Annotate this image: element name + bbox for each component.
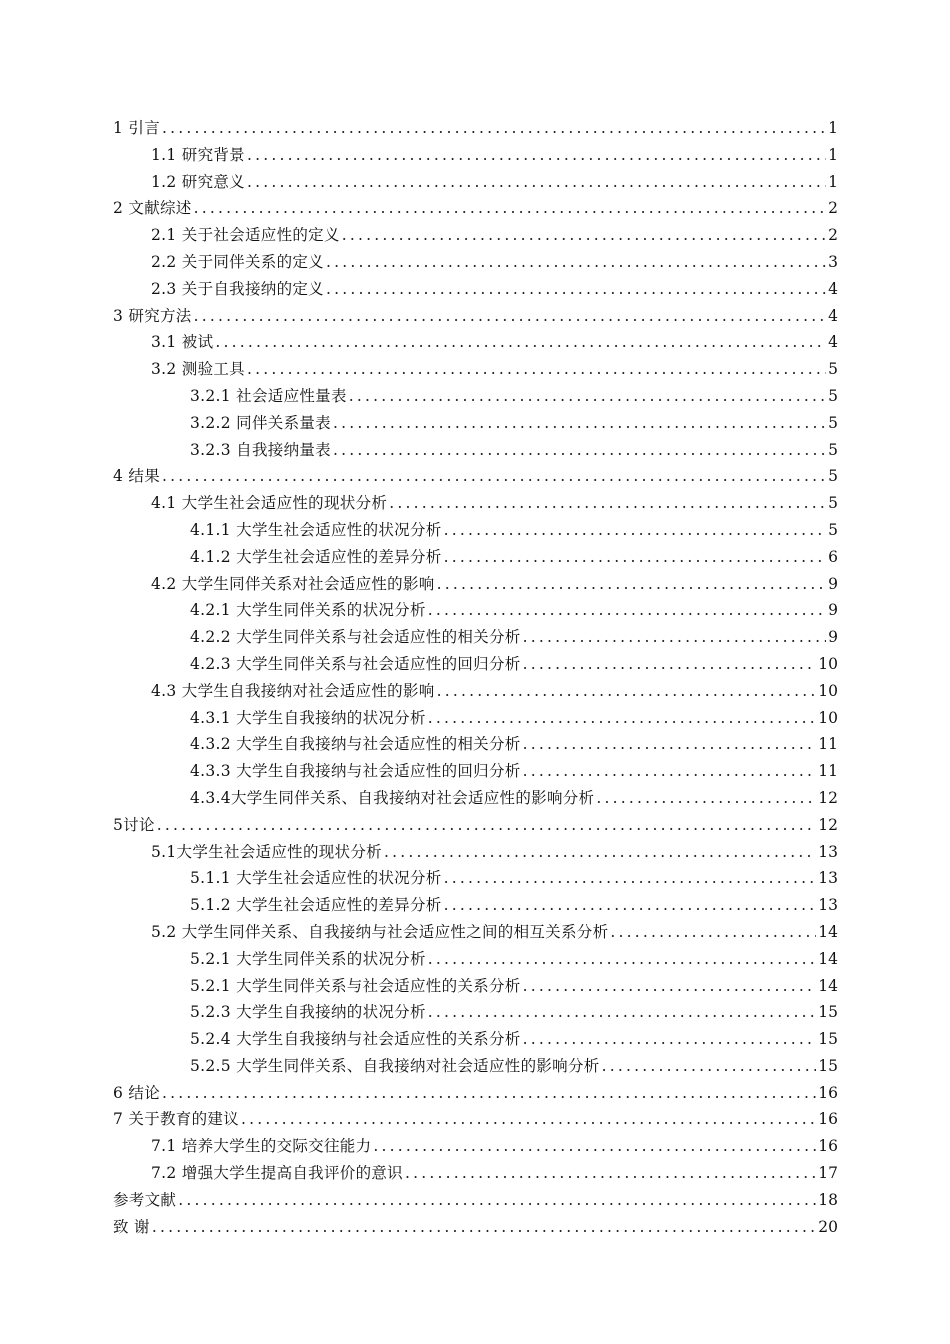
toc-dot-leader — [326, 276, 826, 303]
toc-entry-title: 4.1 大学生社会适应性的现状分析 — [151, 494, 388, 513]
toc-entry-page-number: 10 — [818, 708, 838, 727]
toc-entry[interactable] — [113, 356, 838, 383]
toc-entry[interactable] — [113, 946, 838, 973]
toc-entry-title: 7.2 增强大学生提高自我评价的意识 — [151, 1164, 403, 1183]
toc-entry-page-number: 1 — [828, 172, 838, 191]
toc-entry-page-number: 13 — [818, 842, 838, 861]
toc-entry-title: 4.2.2 大学生同伴关系与社会适应性的相关分析 — [190, 628, 521, 647]
toc-entry-title: 4.3.1 大学生自我接纳的状况分析 — [190, 708, 426, 727]
toc-entry[interactable] — [113, 1133, 838, 1160]
toc-dot-leader — [602, 1053, 817, 1080]
toc-entry-page-number: 11 — [818, 762, 838, 781]
toc-entry-title: 5.1大学生社会适应性的现状分析 — [151, 842, 382, 861]
toc-entry-title: 4.3.4大学生同伴关系、自我接纳对社会适应性的影响分析 — [190, 788, 595, 807]
toc-entry-title: 5.2 大学生同伴关系、自我接纳与社会适应性之间的相互关系分析 — [151, 922, 609, 941]
toc-entry-page-number: 9 — [828, 628, 838, 647]
toc-entry-page-number: 5 — [828, 360, 838, 379]
toc-entry-title: 1.2 研究意义 — [151, 172, 245, 191]
toc-entry-title: 3.1 被试 — [151, 333, 214, 352]
toc-entry-page-number: 3 — [828, 252, 838, 271]
toc-dot-leader — [162, 463, 826, 490]
toc-dot-leader — [194, 195, 827, 222]
toc-entry-title: 4.3.2 大学生自我接纳与社会适应性的相关分析 — [190, 735, 521, 754]
toc-entry-title: 4.2.1 大学生同伴关系的状况分析 — [190, 601, 426, 620]
toc-dot-leader — [428, 946, 816, 973]
toc-entry-page-number: 9 — [828, 601, 838, 620]
toc-dot-leader — [241, 1106, 816, 1133]
toc-entry-title: 3.2.3 自我接纳量表 — [190, 440, 331, 459]
toc-entry-title: 6 结论 — [113, 1083, 160, 1102]
toc-entry[interactable] — [113, 517, 838, 544]
toc-dot-leader — [384, 839, 816, 866]
toc-entry-page-number: 16 — [818, 1137, 838, 1156]
toc-entry-page-number: 20 — [818, 1217, 838, 1236]
toc-entry[interactable] — [113, 999, 838, 1026]
toc-entry-page-number: 5 — [828, 413, 838, 432]
toc-entry-title: 3.2.2 同伴关系量表 — [190, 413, 331, 432]
toc-entry[interactable] — [113, 303, 838, 330]
toc-dot-leader — [523, 973, 817, 1000]
toc-dot-leader — [342, 222, 826, 249]
toc-entry[interactable] — [113, 544, 838, 571]
toc-entry-page-number: 4 — [828, 279, 838, 298]
toc-entry[interactable] — [113, 1026, 838, 1053]
toc-entry[interactable] — [113, 865, 838, 892]
toc-dot-leader — [157, 812, 817, 839]
toc-entry-page-number: 14 — [818, 976, 838, 995]
toc-entry[interactable] — [113, 892, 838, 919]
toc-entry-title: 7 关于教育的建议 — [113, 1110, 239, 1129]
toc-dot-leader — [523, 758, 817, 785]
toc-entry-title: 5.2.4 大学生自我接纳与社会适应性的关系分析 — [190, 1030, 521, 1049]
toc-entry-title: 4.3.3 大学生自我接纳与社会适应性的回归分析 — [190, 762, 521, 781]
toc-entry-title: 5.1.2 大学生社会适应性的差异分析 — [190, 896, 442, 915]
toc-entry-title: 2 文献综述 — [113, 199, 192, 218]
toc-entry-page-number: 11 — [818, 735, 838, 754]
toc-entry-page-number: 14 — [818, 922, 838, 941]
toc-entry-title: 参考文献 — [113, 1190, 177, 1209]
toc-dot-leader — [333, 437, 826, 464]
toc-entry-page-number: 14 — [818, 949, 838, 968]
toc-entry[interactable] — [113, 839, 838, 866]
toc-entry-title: 2.1 关于社会适应性的定义 — [151, 226, 340, 245]
toc-entry-page-number: 15 — [818, 1003, 838, 1022]
toc-entry-title: 4.3 大学生自我接纳对社会适应性的影响 — [151, 681, 435, 700]
toc-entry[interactable] — [113, 1160, 838, 1187]
toc-entry-page-number: 6 — [828, 547, 838, 566]
table-of-contents — [113, 115, 838, 1240]
toc-entry-title: 5.2.1 大学生同伴关系的状况分析 — [190, 949, 426, 968]
toc-dot-leader — [437, 678, 817, 705]
toc-dot-leader — [389, 490, 826, 517]
toc-entry-title: 2.2 关于同伴关系的定义 — [151, 252, 324, 271]
toc-entry-title: 2.3 关于自我接纳的定义 — [151, 279, 324, 298]
toc-entry-title: 4.1.2 大学生社会适应性的差异分析 — [190, 547, 442, 566]
toc-dot-leader — [428, 597, 826, 624]
toc-entry[interactable] — [113, 169, 838, 196]
toc-dot-leader — [152, 1214, 816, 1241]
toc-entry-page-number: 12 — [818, 788, 838, 807]
toc-entry[interactable] — [113, 1053, 838, 1080]
toc-entry-page-number: 10 — [818, 654, 838, 673]
toc-entry-title: 1.1 研究背景 — [151, 145, 245, 164]
toc-dot-leader — [349, 383, 826, 410]
toc-dot-leader — [162, 115, 826, 142]
toc-entry[interactable] — [113, 571, 838, 598]
toc-entry-title: 4.1.1 大学生社会适应性的状况分析 — [190, 520, 442, 539]
toc-entry[interactable] — [113, 758, 838, 785]
toc-entry-page-number: 10 — [818, 681, 838, 700]
toc-entry[interactable] — [113, 973, 838, 1000]
toc-entry-title: 3.2.1 社会适应性量表 — [190, 386, 347, 405]
toc-entry-title: 致 谢 — [113, 1217, 150, 1236]
toc-dot-leader — [373, 1133, 816, 1160]
toc-entry[interactable] — [113, 195, 838, 222]
toc-dot-leader — [444, 517, 827, 544]
toc-entry[interactable] — [113, 597, 838, 624]
toc-entry-title: 1 引言 — [113, 119, 160, 137]
toc-entry-title: 4.2.3 大学生同伴关系与社会适应性的回归分析 — [190, 654, 521, 673]
toc-dot-leader — [444, 544, 827, 571]
toc-entry-title: 5.2.3 大学生自我接纳的状况分析 — [190, 1003, 426, 1022]
toc-dot-leader — [437, 571, 827, 598]
toc-entry-title: 7.1 培养大学生的交际交往能力 — [151, 1137, 372, 1156]
toc-dot-leader — [523, 651, 817, 678]
toc-entry-page-number: 16 — [818, 1083, 838, 1102]
toc-dot-leader — [523, 624, 827, 651]
toc-dot-leader — [326, 249, 826, 276]
toc-entry[interactable] — [113, 731, 838, 758]
toc-dot-leader — [247, 142, 826, 169]
toc-entry-page-number: 2 — [828, 199, 838, 218]
toc-entry-page-number: 16 — [818, 1110, 838, 1129]
toc-entry-page-number: 5 — [828, 494, 838, 513]
toc-entry[interactable] — [113, 1187, 838, 1214]
toc-entry[interactable] — [113, 222, 838, 249]
toc-dot-leader — [247, 356, 826, 383]
toc-entry-page-number: 15 — [818, 1030, 838, 1049]
toc-entry-page-number: 5 — [828, 467, 838, 486]
toc-entry[interactable] — [113, 142, 838, 169]
toc-dot-leader — [596, 785, 816, 812]
toc-dot-leader — [333, 410, 826, 437]
toc-entry-title: 5讨论 — [113, 815, 155, 834]
toc-dot-leader — [162, 1080, 816, 1107]
toc-entry-page-number: 9 — [828, 574, 838, 593]
toc-entry-title: 5.1.1 大学生社会适应性的状况分析 — [190, 869, 442, 888]
toc-entry-title: 5.2.1 大学生同伴关系与社会适应性的关系分析 — [190, 976, 521, 995]
toc-entry[interactable] — [113, 463, 838, 490]
toc-entry-page-number: 13 — [818, 869, 838, 888]
toc-entry[interactable] — [113, 812, 838, 839]
toc-entry-page-number: 4 — [828, 306, 838, 325]
toc-entry-page-number: 18 — [818, 1190, 838, 1209]
toc-entry-page-number: 1 — [828, 145, 838, 164]
toc-entry[interactable] — [113, 1214, 838, 1241]
toc-entry-title: 4 结果 — [113, 467, 160, 486]
toc-dot-leader — [428, 999, 816, 1026]
toc-entry-title: 4.2 大学生同伴关系对社会适应性的影响 — [151, 574, 435, 593]
toc-entry[interactable] — [113, 249, 838, 276]
toc-entry[interactable] — [113, 651, 838, 678]
toc-entry-page-number: 5 — [828, 386, 838, 405]
toc-entry[interactable] — [113, 383, 838, 410]
toc-dot-leader — [523, 1026, 817, 1053]
toc-dot-leader — [610, 919, 816, 946]
toc-entry[interactable] — [113, 705, 838, 732]
toc-entry[interactable] — [113, 1080, 838, 1107]
toc-entry[interactable] — [113, 437, 838, 464]
toc-entry-page-number: 15 — [818, 1056, 838, 1075]
toc-entry-title: 3 研究方法 — [113, 306, 192, 325]
toc-entry[interactable] — [113, 410, 838, 437]
toc-entry[interactable] — [113, 1106, 838, 1133]
toc-dot-leader — [405, 1160, 816, 1187]
toc-entry[interactable] — [113, 624, 838, 651]
toc-dot-leader — [194, 303, 827, 330]
toc-dot-leader — [444, 865, 817, 892]
toc-entry-page-number: 4 — [828, 333, 838, 352]
toc-entry-page-number: 17 — [818, 1164, 838, 1183]
toc-entry-page-number: 5 — [828, 520, 838, 539]
toc-dot-leader — [523, 731, 817, 758]
toc-entry[interactable] — [113, 115, 838, 142]
toc-entry[interactable] — [113, 276, 838, 303]
toc-dot-leader — [215, 329, 826, 356]
toc-entry-page-number: 12 — [818, 815, 838, 834]
toc-entry-page-number: 5 — [828, 440, 838, 459]
toc-entry-page-number: 13 — [818, 896, 838, 915]
toc-entry[interactable] — [113, 329, 838, 356]
toc-entry[interactable] — [113, 490, 838, 517]
toc-dot-leader — [444, 892, 817, 919]
toc-entry[interactable] — [113, 678, 838, 705]
toc-entry-page-number: 1 — [828, 119, 838, 137]
toc-entry[interactable] — [113, 919, 838, 946]
toc-entry-page-number: 2 — [828, 226, 838, 245]
toc-dot-leader — [428, 705, 816, 732]
toc-entry-title: 5.2.5 大学生同伴关系、自我接纳对社会适应性的影响分析 — [190, 1056, 600, 1075]
toc-entry-title: 3.2 测验工具 — [151, 360, 245, 379]
toc-dot-leader — [247, 169, 826, 196]
toc-entry[interactable] — [113, 785, 838, 812]
toc-dot-leader — [178, 1187, 816, 1214]
